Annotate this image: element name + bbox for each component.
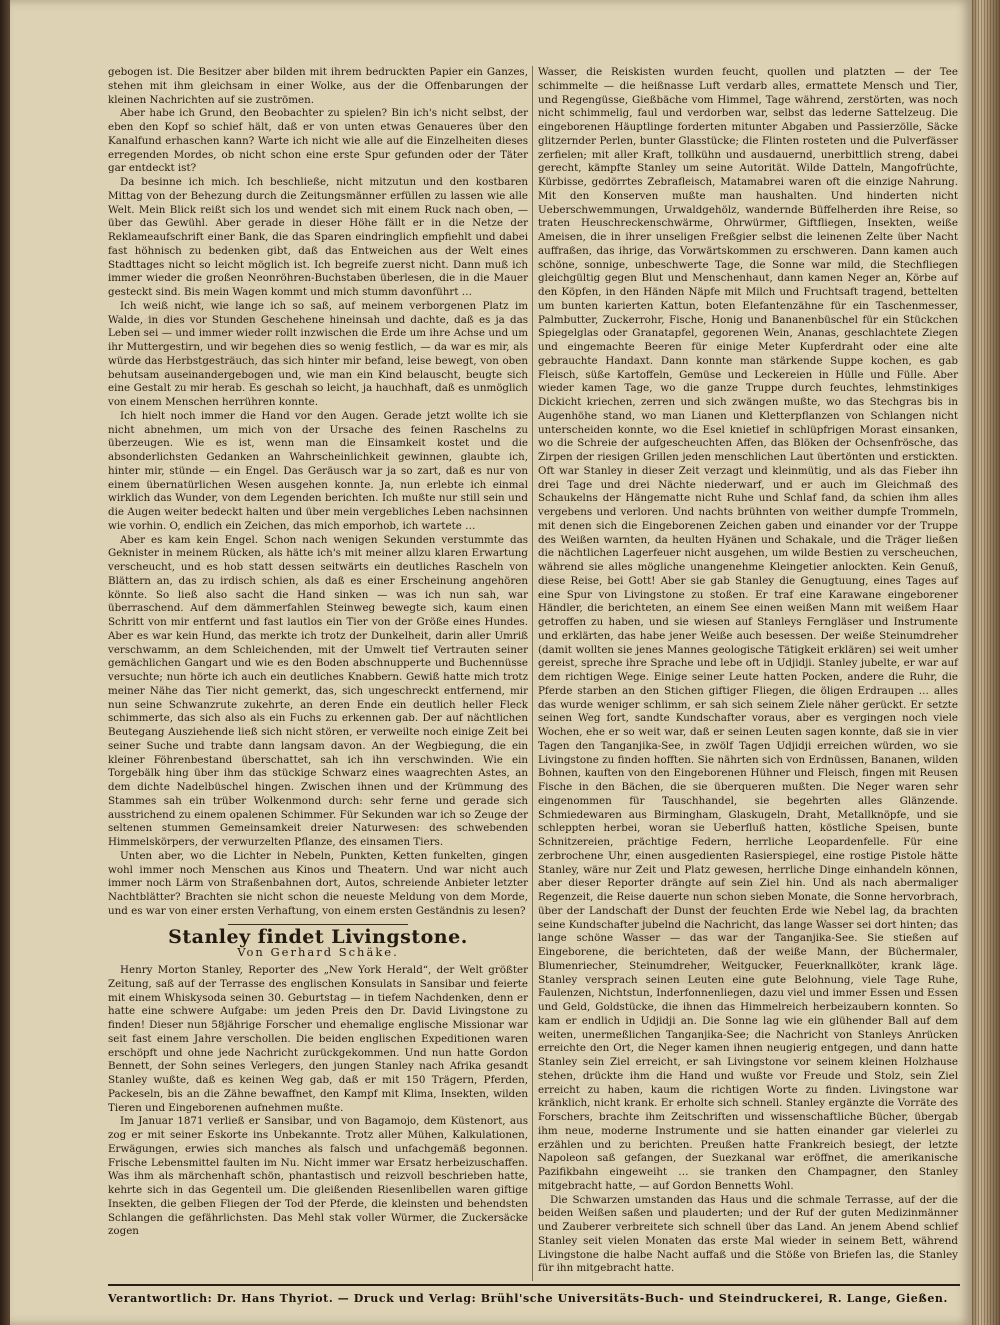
column-divider bbox=[532, 66, 533, 1281]
section-divider bbox=[228, 924, 408, 925]
paragraph: Henry Morton Stanley, Reporter des „New York Herald“, der Welt größter Zeitung, saß auf der Terrasse des englischen Konsulats in Sansibar und feierte mit einem Whiskysoda seinen 30. Geburtstag — in tiefem Nachdenken, denn er hatte eine schwere Aufgabe: um jeden Preis den Dr. David Livingstone zu finden! Dieser nun 58jährige Forscher und ehemalige englische Missionar war seit fast einem Jahre verschollen. Die beiden englischen Expeditionen waren erschöpft und ohne jede Nachricht zurückgekommen. Und nun hatte Gordon Bennett, der Sohn seines Verlegers, den jungen Stanley nach Afrika gesandt Stanley wußte, daß es keinen Weg gab, daß er mit 150 Trägern, Pferden, Packeseln, bis an die Zähne bewaffnet, den Kampf mit Klima, Insekten, wilden Tieren und Eingeborenen aufnehmen mußte. bbox=[108, 964, 528, 1114]
article-byline: Von Gerhard Schäke. bbox=[237, 945, 399, 960]
paragraph: gebogen ist. Die Besitzer aber bilden mit ihrem bedruckten Papier ein Ganzes, stehen mit ihm gleichsam in einer Wolke, aus der die Offenbarungen der kleinen Nachrichten auf sie zuströmen. bbox=[108, 66, 528, 106]
paragraph: Im Januar 1871 verließ er Sansibar, und von Bagamojo, dem Küstenort, aus zog er mit seiner Eskorte ins Unbekannte. Trotz aller Mühen, Kalkulationen, Erwägungen, erwies sich manches als falsch und unfachgemäß begonnen. Frische Lebensmittel faulten im Nu. Nicht immer war Ersatz herbeizuschaffen. Was ihm als märchenhaft schön, phantastisch und reizvoll beschrieben hatte, kehrte sich in das Gegenteil um. Die gleißenden Riesenlibellen waren giftige Insekten, die gelben Fliegen der Tod der Pferde, die kleinsten und behendsten Schlangen die gefährlichsten. Das Mehl stak voller Würmer, die Zuckersäcke zogen bbox=[108, 1115, 528, 1238]
paragraph: Ich hielt noch immer die Hand vor den Augen. Gerade jetzt wollte ich sie nicht abnehmen, um mich von der Ursache des feinen Raschelns zu überzeugen. Wie es ist, wenn man die Einsamkeit kostet und die absonderlichsten Gedanken an Wahrscheinlichkeit gewinnen, glaubte ich, hinter mir, stünde — ein Engel. Das Geräusch war ja so zart, daß es nur von einem übernatürlichen Wesen ausgehen konnte. Ja, nun erlebte ich einmal wirklich das Wunder, von dem Legenden berichten. Ich mußte nur still sein und die Augen weiter bedeckt halten und über mein vergebliches Leben nachsinnen wie vorhin. O, endlich ein Zeichen, das mich emporhob, ich wartete … bbox=[108, 409, 528, 532]
right-column bbox=[538, 66, 958, 1276]
paragraph: Unten aber, wo die Lichter in Nebeln, Punkten, Ketten funkelten, gingen wohl immer noch Menschen aus Kinos und Theatern. Und war nicht auch immer noch Lärm von Straßenbahnen dort, Autos, schreiende Anbieter letzter Nachtblätter? Brachten sie nicht schon die neueste Meldung von dem Morde, und es war von einer ersten Verhaftung, von einem ersten Geständnis zu lesen? bbox=[108, 849, 528, 917]
book-binding-left bbox=[0, 0, 10, 1325]
paragraph: Ich weiß nicht, wie lange ich so saß, auf meinem verborgenen Platz im Walde, in dies vor Stunden Geschehene hineinsah und dachte, daß es ja das Leben sei — und immer wieder rollt inzwischen die Erde um ihre Achse und um ihr Muttergestirn, und wir begehen dies so wenig festlich, — da war es mir, als würde das Herbstgesträuch, das sich hinter mir befand, leise bewegt, von oben behutsam auseinandergebogen und, wie man ein Kind belauscht, beugte sich eine Gestalt zu mir herab. Es geschah so leicht, ja hauchhaft, daß es unmöglich von einem Menschen herrühren konnte. bbox=[108, 299, 528, 408]
imprint-footer: Verantwortlich: Dr. Hans Thyriot. — Druck und Verlag: Brühl'sche Universitäts-Buch- und Steindruckerei, R. Lange, Gießen. bbox=[108, 1292, 948, 1305]
left-column bbox=[108, 66, 528, 1239]
paragraph: Aber es kam kein Engel. Schon nach wenigen Sekunden verstummte das Geknister in meinem Rücken, als hätte ich's mit meiner allzu klaren Erwartung verscheucht, und es hob statt dessen seitwärts ein deutliches Rascheln von Blättern an, das zu irdisch schien, als daß es einer Erscheinung angehören könnte. So ließ also sacht die Hand sinken — was ich nun sah, war überraschend. Auf dem dämmerfahlen Steinweg bewegte sich, kaum einen Schritt von mir entfernt und fast lautlos ein Tier von der Größe eines Hundes. Aber es war kein Hund, das merkte ich trotz der Dunkelheit, darin aller Umriß verschwamm, an dem Schleichenden, mit der Umwelt tief Vertrauten seiner gemächlichen Gangart und wie es den Boden abschnupperte und Buchennüsse versuchte; nun hörte ich auch ein deutliches Knabbern. Gewiß hatte mich trotz meiner Nähe das Tier nicht gemerkt, das, sich ungeschreckt entfernend, mir nun seine Schwanzrute zukehrte, an deren Ende ein deutlich heller Fleck schimmerte, das sich also als ein Fuchs zu erkennen gab. Der auf nächtlichen Beutegang Ausziehende ließ sich nicht stören, er verweilte noch einige Zeit bei seiner Suche und trabte dann langsam davon. An der Wegbiegung, die ein kleiner Föhrenbestand überschattet, sah ich ihn verschwinden. Wie ein Torgebälk hing über ihm das stückige Schwarz eines waagrechten Astes, an dem dichte Nadelbüschel hingen. Zwischen ihnen und der Krümmung des Stammes sah ein trüber Wolkenmond durch: sehr ferne und gerade sich ausstrichend zu einem opalenen Schimmer. Für Sekunden war ich so Zeuge der seltenen stummen Gemeinsamkeit dreier Naturwesen: des schwebenden Himmelskörpers, der verwurzelten Pflanze, des einsamen Tiers. bbox=[108, 533, 528, 848]
page-stack-lines bbox=[972, 0, 1000, 1325]
paragraph: Wasser, die Reiskisten wurden feucht, quollen und platzten — der Tee schimmelte — die heißnasse Luft verdarb alles, ermattete Mensch und Tier, und Regengüsse, Gießbäche vom Himmel, Tage während, zerstörten, was noch nicht schimmelig, faul und verdorben war, selbst das lederne Sattelzeug. Die eingeborenen Häuptlinge forderten mitunter Abgaben und Passierzölle, Säcke glitzernder Perlen, bunter Glasstücke; die Flinten rosteten und die Pulverfässer zerfielen; mit aller Kraft, tollkühn und ausdauernd, unerbittlich streng, dabei gerecht, kämpfte Stanley um seine Autorität. Wilde Datteln, Mangofrüchte, Kürbisse, gedörrtes Zebrafleisch, Matamabrei waren oft die einzige Nahrung. Mit den Konserven mußte man haushalten. Und hinderten nicht Ueberschwemmungen, Urwaldgehölz, wandernde Büffelherden ihre Reise, so traten Heuschreckenschwärme, Ohrwürmer, Giftfliegen, Insekten, weiße Ameisen, die in ihrer unseligen Freßgier selbst die leinenen Zelte über Nacht auffraßen, das ihrige, das Vorwärtskommen zu erschweren. Dann kamen auch schöne, sonnige, unbeschwerte Tage, die Sonne war mild, die Stechfliegen gleichgültig gegen Blut und Menschenhaut, dann kamen Neger an, Körbe auf den Köpfen, in den Händen Näpfe mit Milch und Fruchtsaft tragend, bettelten um bunten karierten Kattun, boten Elefantenzähne für ein Taschenmesser, Palmbutter, Zuckerrohr, Fische, Honig und Bananenbüschel für ein Stückchen Spiegelglas oder Granatapfel, gegorenen Wein, Ananas, geschlachtete Ziegen und eingemachte Beeren für einige Meter Kupferdraht oder eine alte gebrauchte Handaxt. Dann konnte man stärkende Suppe kochen, es gab Fleisch, süße Kartoffeln, Gemüse und Leckereien in Hülle und Fülle. Aber wieder kamen Tage, wo die ganze Truppe durch feuchtes, lehmstinkiges Dickicht kriechen, zerren und sich zwängen mußte, wo das Stechgras bis in Augenhöhe stand, wo man Lianen und Kletterpflanzen von Schlangen nicht unterscheiden konnte, wo die Esel knietief in schlüpfrigen Morast einsanken, wo die Schreie der aufgescheuchten Affen, das Blöken der Ochsenfrösche, das Zirpen der riesigen Grillen jeden menschlichen Laut übertönten und erstickten. Oft war Stanley in dieser Zeit verzagt und kleinmütig, und als das Fieber ihn drei Tage und drei Nächte niederwarf, und er auch im Gleichmaß des Schaukelns der Hängematte nicht Ruhe und Schlaf fand, da schien ihm alles vergebens und verloren. Und nachts brühnten von weither dumpfe Trommeln, mit denen sich die Eingeborenen Zeichen gaben und einander vor der Truppe des Weißen warnten, da heulten Hyänen und Schakale, und die Träger ließen die nächtlichen Lagerfeuer nicht ausgehen, um wilde Bestien zu verscheuchen, während sie alles mögliche unangenehme Kleingetier anlockten. Kein Genuß, diese Reise, bei Gott! Aber sie gab Stanley die Genugtuung, eines Tages auf eine Spur von Livingstone zu stoßen. Er traf eine Karawane eingeborener Händler, die berichteten, an einem See einen weißen Mann mit weißem Haar getroffen zu haben, und sie wiesen auf Stanleys Ferngläser und Instrumente und erklärten, das habe jener Weiße auch besessen. Der weiße Steinumdreher (damit wollten sie jenes Mannes geologische Tätigkeit erklären) sei weit umher gereist, spreche ihre Sprache und lebe oft in Udjidji. Stanley jubelte, er war auf dem richtigen Wege. Einige seiner Leute hatten Pocken, andere die Ruhr, die Pferde starben an den Stichen giftiger Fliegen, die öligen Erdraupen … alles das wurde weniger schlimm, er sah sich seinem Ziele näher gerückt. Er setzte seinen Weg fort, sandte Kundschafter voraus, aber es vergingen noch viele Wochen, ehe er so weit war, daß er seinen Leuten sagen konnte, daß sie in vier Tagen den Tanganjika-See, in zwölf Tagen Udjidji erreichen würden, wo sie Livingstone zu finden hofften. Sie nährten sich von Erdnüssen, Bananen, wilden Bohnen, kauften von den Eingeborenen Hühner und Fleisch, fingen mit Reusen Fische in den Bächen, die sie überqueren mußten. Die Neger waren sehr eingenommen für Tauschhandel, sie begehrten alles Glänzende. Schmiedewaren aus Birmingham, Glaskugeln, Draht, Metallknöpfe, und sie schleppten herbei, woran sie Ueberfluß hatten, köstliche Speisen, bunte Schnitzereien, prächtige Federn, herrliche Leopardenfelle. Für eine zerbrochene Uhr, einen ausgedienten Rasierspiegel, eine rostige Pistole hätte Stanley, wäre nur Zeit und Platz gewesen, herrliche Dinge einhandeln können, aber dieser Reporter drängte auf sein Ziel hin. Und als nach abermaliger Regenzeit, die Reise dauerte nun schon sieben Monate, die Sonne hervorbrach, über der Landschaft der Dunst der feuchten Erde wie Nebel lag, da brachten seine Kundschafter jubelnd die Nachricht, das lange Wasser sei dort hinten; das lange schöne Wasser — das war der Tanganjika-See. Sie stießen auf Eingeborene, die berichteten, daß der weiße Mann, der Büchermaler, Blumenriecher, Steinumdreher, Weitgucker, Feuerknallköter, krank läge. Stanley versprach seinen Leuten eine gute Belohnung, viele Tage Ruhe, Faulenzen, Nichtstun, Inderfonnenliegen, dazu viel und immer Essen und Essen und Geld, Goldstücke, die ihnen das Himmelreich herbeizaubern konnten. So kam er endlich in Udjidji an. Die Sonne lag wie ein glühender Ball auf dem weiten, unermeßlichen Tanganjika-See; die Nachricht von Stanleys Anrücken erreichte den Ort, die Neger kamen ihnen neugierig entgegen, und dann hatte Stanley sein Ziel erreicht, er sah Livingstone vor seinem kleinen Holzhause stehen, drückte ihm die Hand und wußte vor Freude und Stolz, sein Ziel erreicht zu haben, kaum die richtigen Worte zu finden. Livingstone war kränklich, nicht krank. Er erholte sich schnell. Stanley ergänzte die Vorräte des Forschers, brachte ihm Zeitschriften und wissenschaftliche Bücher, übergab ihm neue, moderne Instrumente und sie hatten einander gar vielerlei zu erzählen und zu berichten. Preußen hatte Frankreich besiegt, der letzte Napoleon saß gefangen, der Suezkanal war eröffnet, die amerikanische Pazifikbahn eingeweiht … sie tranken den Champagner, den Stanley mitgebracht hatte, — auf Gordon Bennetts Wohl. bbox=[538, 66, 958, 1192]
paragraph: Aber habe ich Grund, den Beobachter zu spielen? Bin ich's nicht selbst, der eben den Kopf so schief hält, daß er von unten etwas Genaueres über den Kanalfund erhaschen kann? Warte ich nicht wie alle auf die Einzelheiten dieses erregenden Mordes, ob nicht schon eine erste Spur gefunden oder der Täter gar entdeckt ist? bbox=[108, 107, 528, 175]
article-title: Stanley findet Livingstone. bbox=[168, 925, 468, 948]
paragraph: Da besinne ich mich. Ich beschließe, nicht mitzutun und den kostbaren Mittag von der Behezung durch die Zeitungsmänner erfüllen zu lassen wie alle Welt. Mein Blick reißt sich los und wendet sich mit einem Ruck nach oben, — über das Gewühl. Aber gerade in dieser Höhe fällt er in die Netze der Reklameaufschrift einer Bank, die das Sparen eindringlich empfiehlt und dabei fast höhnisch zu bedenken gibt, daß das Entweichen aus der Welt eines Stadttages nicht so leicht möglich ist. Ich begreife zuerst nicht. Dann muß ich immer wieder die großen Neonröhren-Buchstaben überlesen, die in die Mauer gesteckt sind. Bis mein Wagen kommt und mich stumm davonführt … bbox=[108, 176, 528, 298]
paragraph: Die Schwarzen umstanden das Haus und die schmale Terrasse, auf der die beiden Weißen saßen und plauderten; und der Ruf der guten Medizinmänner und Zauberer verbreitete sich schnell über das Land. An jenem Abend schlief Stanley seit vielen Monaten das erste Mal wieder in seinem Bett, während Livingstone die halbe Nacht auffaß und die Stöße von Briefen las, die Stanley für ihn mitgebracht hatte. bbox=[538, 1193, 958, 1275]
footer-rule bbox=[108, 1284, 960, 1286]
